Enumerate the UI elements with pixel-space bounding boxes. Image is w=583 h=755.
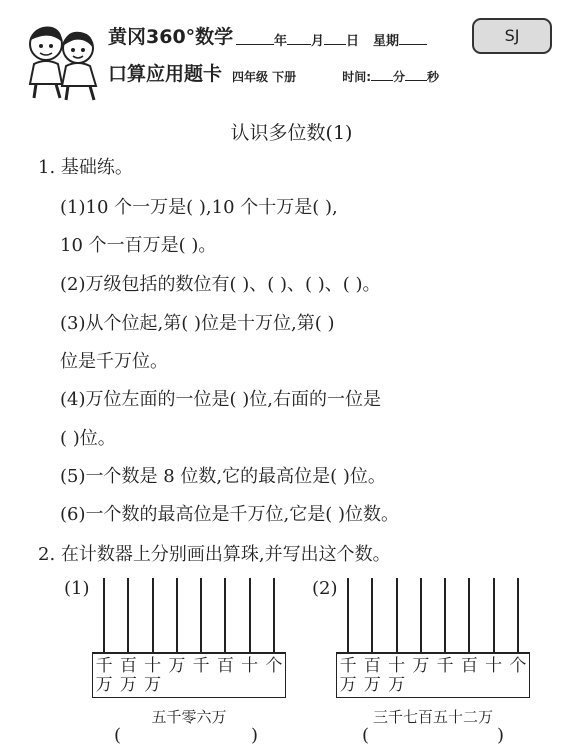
abacus-2-rod[interactable]: [444, 578, 446, 652]
question-4-line-2: ( )位。: [60, 428, 116, 449]
abacus-1-place-label: 千: [95, 656, 113, 676]
year-blank: [236, 32, 274, 45]
abacus-2-index: (2): [312, 578, 338, 599]
abacus-1-place-label: 万: [168, 656, 186, 676]
weekday-label: 星期: [373, 34, 400, 49]
abacus-1-caption: 五千零六万: [151, 708, 227, 726]
abacus-2-place-label-sub: 万: [388, 675, 406, 695]
abacus-2-rod[interactable]: [493, 578, 495, 652]
abacus-1-place-label-sub: 万: [144, 675, 162, 695]
question-3-line-1: (3)从个位起,第( )位是十万位,第( ): [60, 313, 335, 334]
brand-title: 黄冈360°数学: [108, 26, 234, 48]
weekday-blank: [399, 32, 427, 45]
section2-heading: 2. 在计数器上分别画出算珠,并写出这个数。: [38, 544, 391, 565]
question-6: (6)一个数的最高位是千万位,它是( )位数。: [60, 504, 399, 525]
abacus-2-place-label: 十: [485, 656, 503, 676]
abacus-1-place-label: 百: [216, 656, 234, 676]
abacus-2-caption: 三千七百五十二万: [372, 708, 493, 726]
abacus-1-place-label-sub: 万: [95, 675, 113, 695]
grade-time-line: [232, 68, 439, 85]
abacus-2-answer-field[interactable]: [380, 745, 490, 746]
abacus-1-place-label: 个: [265, 656, 283, 676]
second-label: 秒: [427, 70, 440, 84]
abacus-1-rod[interactable]: [273, 578, 275, 652]
abacus-1-rod[interactable]: [176, 578, 178, 652]
abacus-2-place-label-sub: 万: [339, 675, 357, 695]
day-label: 日: [346, 34, 360, 49]
abacus-1-rod[interactable]: [152, 578, 154, 652]
abacus-2-answer-open: (: [362, 725, 370, 746]
abacus-1-rod[interactable]: [200, 578, 202, 652]
abacus-1-place-label: 百: [119, 656, 137, 676]
minute-label: 分: [393, 70, 406, 84]
abacus-1-rod[interactable]: [224, 578, 226, 652]
abacus-2-place-label: 千: [436, 656, 454, 676]
question-2: (2)万级包括的数位有( )、( )、( )、( )。: [60, 274, 381, 295]
abacus-1-rod[interactable]: [249, 578, 251, 652]
abacus-1-answer-close: ): [251, 725, 259, 746]
abacus-2-place-label: 百: [363, 656, 381, 676]
abacus-2-rod[interactable]: [468, 578, 470, 652]
kids-mascot-logo: [22, 18, 104, 102]
minute-blank: [371, 69, 393, 81]
month-blank: [287, 32, 311, 45]
abacus-2-place-label: 个: [509, 656, 527, 676]
abacus-1-answer-field[interactable]: [132, 745, 244, 746]
year-label: 年: [274, 34, 288, 49]
second-blank: [405, 69, 427, 81]
abacus-1-index: (1): [64, 578, 90, 599]
abacus-1-rod[interactable]: [127, 578, 129, 652]
section1-heading: 1. 基础练。: [38, 157, 133, 178]
abacus-2-place-label: 十: [388, 656, 406, 676]
abacus-2-rod[interactable]: [347, 578, 349, 652]
brand-subtitle: 口算应用题卡: [108, 63, 223, 85]
abacus-1-place-label: 千: [192, 656, 210, 676]
question-3-line-2: 位是千万位。: [60, 351, 168, 372]
day-blank: [324, 32, 346, 45]
question-1-line-1: (1)10 个一万是( ),10 个十万是( ),: [60, 197, 338, 218]
abacus-2[interactable]: [336, 578, 530, 698]
question-4-line-1: (4)万位左面的一位是( )位,右面的一位是: [60, 389, 381, 410]
abacus-1-answer-open: (: [114, 725, 122, 746]
question-5: (5)一个数是 8 位数,它的最高位是( )位。: [60, 466, 386, 487]
badge-sj: SJ: [472, 18, 552, 54]
month-label: 月: [311, 34, 325, 49]
abacus-2-rod[interactable]: [396, 578, 398, 652]
abacus-2-place-label-sub: 万: [363, 675, 381, 695]
abacus-2-place-label: 万: [412, 656, 430, 676]
abacus-1-place-label: 十: [144, 656, 162, 676]
abacus-1-rod[interactable]: [103, 578, 105, 652]
abacus-1[interactable]: [92, 578, 286, 698]
abacus-1-place-label: 十: [241, 656, 259, 676]
abacus-2-rod[interactable]: [517, 578, 519, 652]
abacus-2-rod[interactable]: [371, 578, 373, 652]
abacus-2-answer-close: ): [497, 725, 505, 746]
abacus-1-place-label-sub: 万: [119, 675, 137, 695]
question-1-line-2: 10 个一百万是( )。: [60, 235, 217, 256]
abacus-2-place-label: 百: [460, 656, 478, 676]
date-line: [236, 30, 427, 49]
page-title: 认识多位数(1): [230, 122, 353, 144]
abacus-2-place-label: 千: [339, 656, 357, 676]
abacus-2-rod[interactable]: [420, 578, 422, 652]
time-label: 时间:: [342, 70, 371, 84]
grade-label: 四年级 下册: [232, 70, 297, 84]
